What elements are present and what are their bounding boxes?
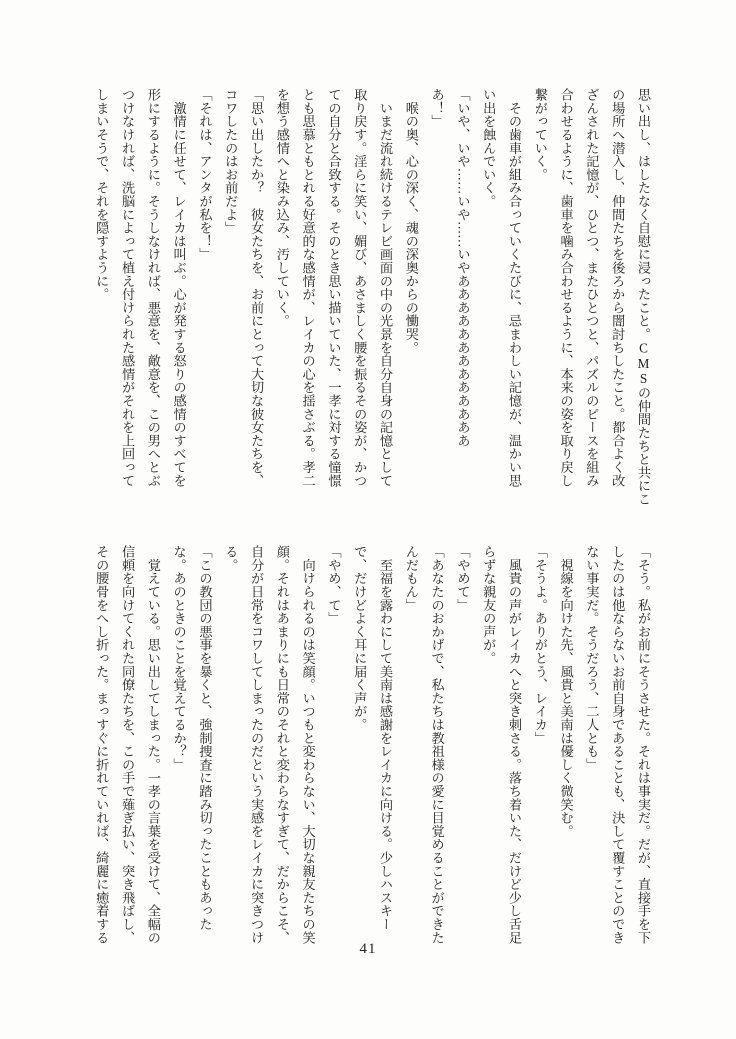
- text-line: る。: [223, 545, 239, 572]
- text-line: その歯車が組み合っていくたびに、忌まわしい記憶が、温かい思: [507, 88, 523, 487]
- text-line: い出を蝕んでいく。: [481, 88, 497, 208]
- text-line: 形にするように。そうしなければ、悪意を、敵意を、この男へとぶ: [145, 88, 161, 487]
- text-line: んだもん」: [403, 545, 419, 612]
- text-line: 「それは、アンタが私を！」: [197, 88, 213, 261]
- text-line: 取り戻す。淫らに笑い、媚び、あさましく腰を振るその姿が、かつ: [352, 88, 368, 487]
- text-line: な。あのときのことを覚えてるか？」: [171, 545, 187, 772]
- text-line: 視線を向けた先、風貴と美南は優しく微笑む。: [558, 545, 574, 838]
- text-line: 顔。それはあまりにも日常のそれと変わらなすぎて、だからこそ、: [274, 545, 290, 944]
- text-line: 繋がっていく。: [532, 88, 548, 182]
- text-line: ない事実だ。そうだろう、二人とも」: [584, 545, 600, 772]
- top-text-block: [88, 88, 656, 506]
- text-line: 「思い出したか？ 彼女たちを、お前にとって大切な彼女たちを、: [249, 88, 265, 487]
- text-line: 「やめ、て」: [326, 545, 342, 625]
- text-line: いまだ流れ続けるテレビ画面の中の光景を自分自身の記憶として: [378, 88, 394, 487]
- text-line: 信頼を向けてくれた同僚たちを、この手で薙ぎ払い、突き飛ばし、: [120, 545, 136, 944]
- text-line: を想う感情へと染み込み、汚していく。: [274, 88, 290, 328]
- text-line: ざんされた記憶が、ひとつ、またひとつと、パズルのピースを組み: [584, 88, 600, 487]
- text-line: ての自分と合致する。そのとき思い描いていた、一孝に対する憧憬: [326, 88, 342, 487]
- text-line: 激情に任せて、レイカは叫ぶ。心が発する怒りの感情のすべてを: [171, 88, 187, 487]
- text-line: とも思慕ともとれる好意的な感情が、レイカの心を揺さぶる。孝二: [300, 88, 316, 487]
- text-line: 「この教団の悪事を暴くと、強制捜査に踏み切ったこともあった: [197, 545, 213, 931]
- text-line: コワしたのはお前だよ」: [223, 88, 239, 235]
- text-line: らずな親友の声が。: [481, 545, 497, 665]
- text-line: 「やめて」: [455, 545, 471, 612]
- text-line: しまいそうで、それを隠すように。: [94, 88, 110, 301]
- text-line: で、だけどよく耳に届く声が。: [352, 545, 368, 732]
- text-line: あ！」: [429, 88, 445, 128]
- text-line: 風貴の声がレイカへと突き刺さる。落ち着いた、だけど少し舌足: [507, 545, 523, 944]
- text-line: 「あなたのおかげで、私たちは教祖様の愛に目覚めることができた: [429, 545, 445, 944]
- page-number: 41: [359, 941, 377, 957]
- text-line: 「そう。私がお前にそうさせた。それは事実だ。だが、直接手を下: [636, 545, 651, 944]
- text-line: したのは他ならないお前自身であることも、決して覆すことのでき: [610, 545, 626, 944]
- text-line: 自分が日常をコワしてしまったのだという実感をレイカに突きつけ: [249, 545, 265, 944]
- text-line: 「そうよ。ありがとう、レイカ」: [532, 545, 548, 745]
- text-line: 思い出し、はしたなく自慰に浸ったこと。CMSの仲間たちと共にこ: [636, 88, 651, 506]
- bottom-text-block: [88, 545, 656, 963]
- text-line: その腰骨をへし折った。まっすぐに折れていれば、綺麗に癒着する: [94, 545, 110, 944]
- text-line: 至福を露わにして美南は感謝をレイカに向ける。少しハスキー: [378, 545, 394, 931]
- text-line: 覚えている。思い出してしまった。一孝の言葉を受けて、全幅の: [145, 545, 161, 944]
- text-line: の場所へ潜入し、仲間たちを後ろから闇討ちしたこと。都合よく改: [610, 88, 626, 487]
- text-line: 「いや、いや……いや……いやあああああああああああああ: [455, 88, 471, 448]
- text-line: 合わせるように、歯車を噛み合わせるように、本来の姿を取り戻し: [558, 88, 574, 487]
- text-line: つけなければ、洗脳によって植え付けられた感情がそれを上回って: [120, 88, 136, 487]
- text-line: 喉の奥、心の深く、魂の深奥からの慟哭。: [403, 88, 419, 354]
- text-line: 向けられるのは笑顔。いつもと変わらない、大切な親友たちの笑: [300, 545, 316, 944]
